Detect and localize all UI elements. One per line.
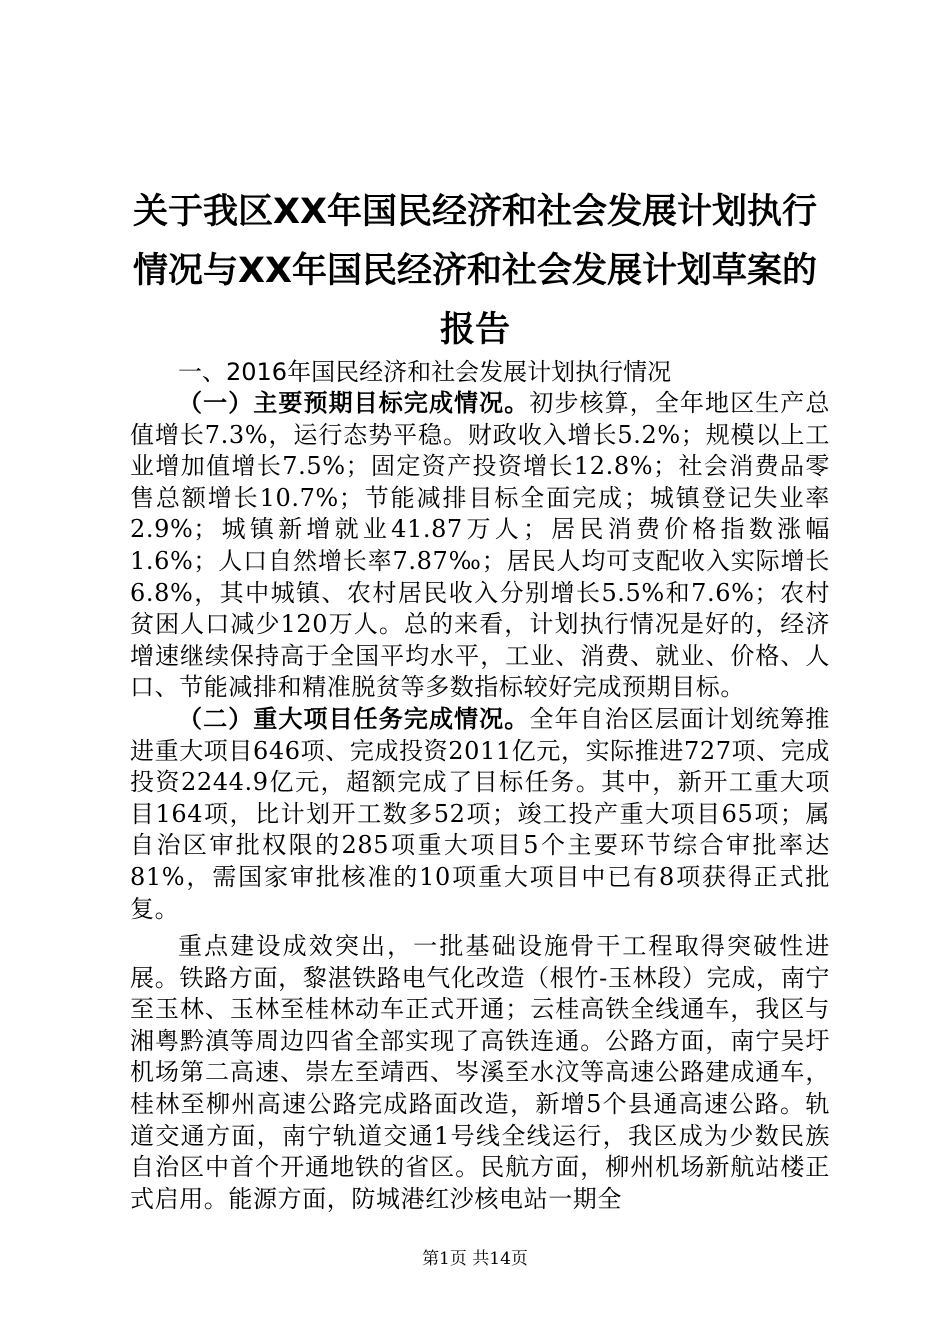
paragraph-text: 重点建设成效突出，一批基础设施骨干工程取得突破性进展。铁路方面，黎湛铁路电气化改造（根竹-玉林段）完成，南宁至玉林、玉林至桂林动车正式开通；云桂高铁全线通车，我区与湘粤黔滇等周边四省全部实现了高铁连通。公路方面，南宁吴圩机场第二高速、崇左至靖西、岑溪至水汶等高速公路建成通车，桂林至柳州高速公路完成路面改造，新增5个县通高速公路。轨道交通方面，南宁轨道交通1号线全线运行，我区成为少数民族自治区中首个开通地铁的省区。民航方面，柳州机场新航站楼正式启用。能源方面，防城港红沙核电站一期全 [130,932,830,1213]
paragraph-lead: （一）主要预期目标完成情况。 [178,389,530,417]
paragraph-major-projects [130,704,830,925]
paragraph-text: 初步核算，全年地区生产总值增长7.3%，运行态势平稳。财政收入增长5.2%；规模以上工业增加值增长7.5%；固定资产投资增长12.8%；社会消费品零售总额增长10.7%；节能减排目标全面完成；城镇登记失业率2.9%；城镇新增就业41.87万人；居民消费价格指数涨幅1.6%；人口自然增长率7.87‰；居民人均可支配收入实际增长6.8%，其中城镇、农村居民收入分别增长5.5%和7.6%；农村贫困人口减少120万人。总的来看，计划执行情况是好的，经济增速继续保持高于全国平均水平，工业、消费、就业、价格、人口、节能减排和精准脱贫等多数指标较好完成预期目标。 [130,389,830,702]
title-line-1: 关于我区XX年国民经济和社会发展计划执行 [133,192,817,232]
document-body [130,356,830,1215]
paragraph-lead: （二）重大项目任务完成情况。 [178,704,530,733]
paragraph-text: 全年自治区层面计划统筹推进重大项目646项、完成投资2011亿元，实际推进727项、完成投资2244.9亿元，超额完成了目标任务。其中，新开工重大项目164项，比计划开工数多52项；竣工投产重大项目65项；属自治区审批权限的285项重大项目5个主要环节综合审批率达81%，需国家审批核准的10项重大项目中已有8项获得正式批复。 [130,704,830,923]
paragraph-key-construction [130,931,830,1215]
page-footer: 第1页 共14页 [422,1249,528,1269]
title-line-3: 报告 [439,310,510,350]
paragraph-main-targets [130,388,830,704]
document-title [120,183,830,360]
title-line-2: 情况与XX年国民经济和社会发展计划草案的 [133,251,817,291]
section-heading: 一、2016年国民经济和社会发展计划执行情况 [178,358,672,386]
